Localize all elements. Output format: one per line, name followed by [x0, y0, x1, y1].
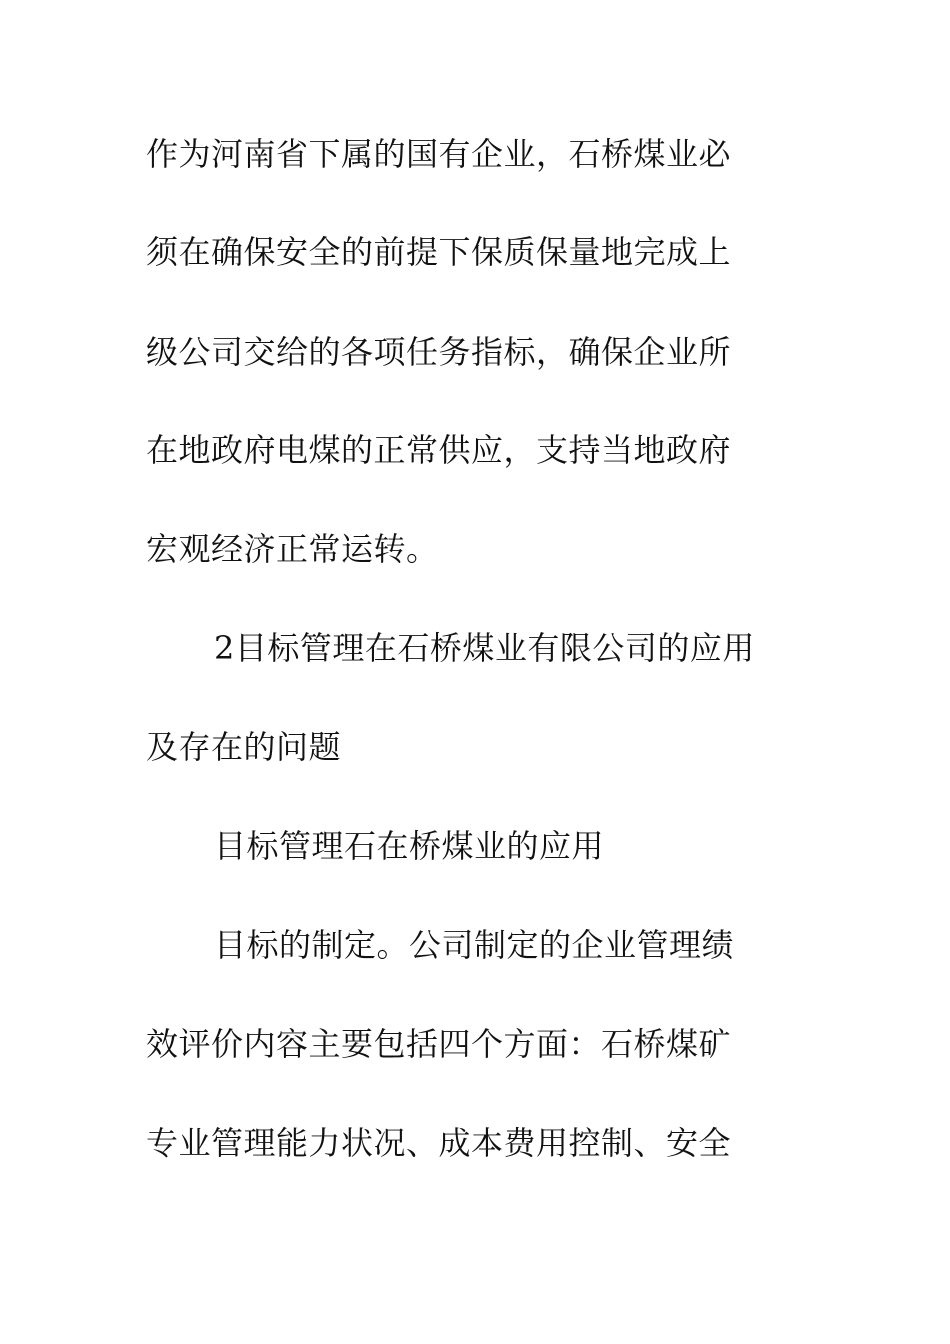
- paragraph2-line-3: 专业管理能力状况、成本费用控制、安全: [146, 1124, 732, 1162]
- paragraph-line-4: 在地政府电煤的正常供应，支持当地政府: [146, 431, 732, 469]
- paragraph-line-1: 作为河南省下属的国有企业，石桥煤业必: [146, 135, 732, 173]
- subsection-heading: 目标管理石在桥煤业的应用: [214, 827, 605, 865]
- paragraph2-line-1: 目标的制定。公司制定的企业管理绩: [214, 926, 735, 964]
- paragraph-line-5: 宏观经济正常运转。: [146, 530, 439, 568]
- paragraph-line-3: 级公司交给的各项任务指标，确保企业所: [146, 333, 732, 371]
- paragraph-line-2: 须在确保安全的前提下保质保量地完成上: [146, 233, 732, 271]
- section-heading-line-1: 2目标管理在石桥煤业有限公司的应用: [214, 629, 755, 667]
- section-heading-line-2: 及存在的问题: [146, 728, 342, 766]
- paragraph2-line-2: 效评价内容主要包括四个方面：石桥煤矿: [146, 1025, 732, 1063]
